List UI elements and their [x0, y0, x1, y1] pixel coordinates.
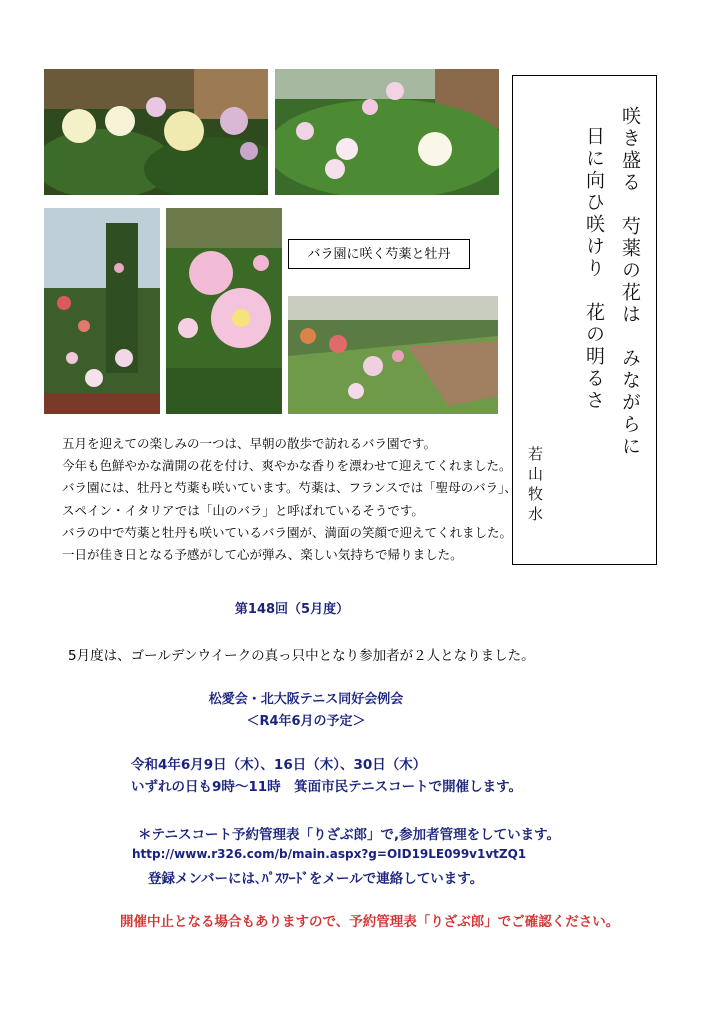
- essay-line: バラの中で芍薬と牡丹も咲いているバラ園が、満面の笑顔で迎えてくれました。: [62, 524, 513, 540]
- essay-line: 一日が佳き日となる予感がして心が弾み、楽しい気持ちで帰りました。: [62, 547, 463, 563]
- yellow-peony-photo: [44, 69, 268, 195]
- essay-paragraph: [62, 433, 517, 566]
- event-dates: 令和4年6月9日（木）、16日（木）、30日（木）: [131, 757, 427, 773]
- poem-box: [512, 75, 657, 565]
- essay-line: スペイン・イタリアでは「山のバラ」と呼ばれているそうです。: [62, 502, 424, 518]
- pink-peony-closeup-photo: [166, 208, 282, 414]
- rose-arch-photo: [44, 208, 160, 414]
- plan-title: ＜R4年6月の予定＞: [246, 714, 366, 729]
- photo-caption: バラ園に咲く芍薬と牡丹: [288, 239, 470, 269]
- reservation-note: ＊テニスコート予約管理表「りざぶ郎」で,参加者管理をしています。: [138, 827, 561, 843]
- may-report: 5月度は、ゴールデンウイークの真っ只中となり参加者が２人となりました。: [68, 648, 535, 664]
- club-name: 松愛会・北大阪テニス同好会例会: [208, 692, 404, 707]
- session-title: 第148回（5月度）: [234, 602, 350, 617]
- reservation-link[interactable]: http://www.r326.com/b/main.aspx?g=OID19LE099v1vtZQ1: [132, 847, 527, 861]
- essay-line: バラ園には、牡丹と芍薬も咲いています。芍薬は、フランスでは「聖母のバラ」、: [62, 480, 517, 496]
- poem-author: 若山牧水: [526, 446, 544, 526]
- cancellation-warning: 開催中止となる場合もありますので、予約管理表「りざぶ郎」でご確認ください。: [120, 914, 620, 930]
- password-note: 登録メンバーには､ﾊﾟｽﾜｰﾄﾞをメールで連絡しています。: [148, 871, 484, 887]
- essay-line: 今年も色鮮やかな満開の花を付け、爽やかな香りを漂わせて迎えてくれました。: [62, 458, 512, 474]
- poem-line-2: 日に向ひ咲けり 花の明るさ: [583, 126, 605, 412]
- event-hours: いずれの日も9時～11時 箕面市民テニスコートで開催します。: [131, 779, 523, 795]
- pink-white-peony-photo: [275, 69, 499, 195]
- rose-garden-photo: [288, 296, 498, 414]
- essay-line: 五月を迎えての楽しみの一つは、早朝の散歩で訪れるバラ園です。: [62, 436, 437, 451]
- poem-line-1: 咲き盛る 芍薬の花は みながらに: [619, 106, 641, 458]
